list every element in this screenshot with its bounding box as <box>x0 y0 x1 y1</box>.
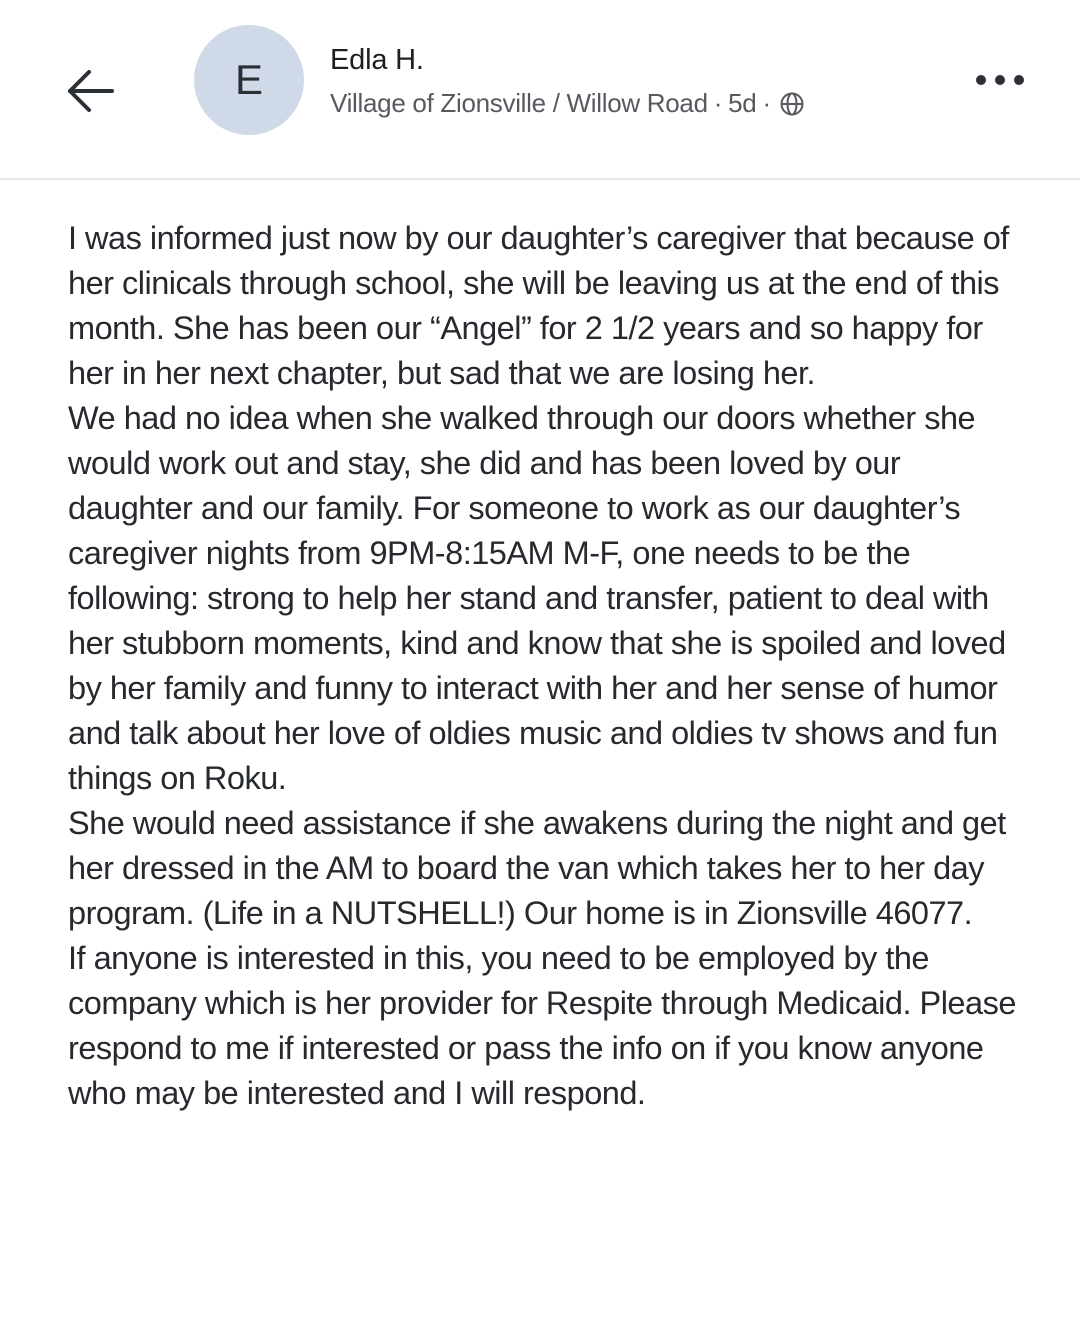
arrow-left-icon <box>62 62 120 120</box>
meta-separator: · <box>713 88 723 118</box>
meta-separator: · <box>762 88 771 118</box>
back-button[interactable] <box>62 62 120 120</box>
avatar-initial: E <box>234 56 263 103</box>
post-body <box>68 216 1028 1116</box>
post-age: 5d <box>728 88 757 118</box>
post-header <box>0 0 1080 180</box>
post-meta <box>330 88 805 119</box>
post-paragraph: If anyone is interested in this, you need to be employed by the company which is her provider for Respite through Medicaid. Please respond to me if interested or pass the info on if you know anyone who may be interested and I will respond. <box>68 940 1016 1111</box>
post-paragraph: She would need assistance if she awakens during the night and get her dressed in the AM to board the van which takes her to her day program. (Life in a NUTSHELL!) Our home is in Zionsville 46077. <box>68 805 1006 931</box>
post-paragraph: We had no idea when she walked through our doors whether she would work out and stay, she did and has been loved by our daughter and our family. For someone to work as our daughter’s caregiver nights from 9PM-8:15AM M-F, one needs to be the following: strong to help her stand and transfer, patient to deal with her stubborn moments, kind and know that she is spoiled and loved by her family and funny to interact with her and her sense of humor and talk about her love of oldies music and oldies tv shows and fun things on Roku. <box>68 400 1006 796</box>
author-location[interactable]: Village of Zionsville / Willow Road <box>330 88 708 118</box>
avatar[interactable] <box>194 25 304 135</box>
post-paragraph: I was informed just now by our daughter’s caregiver that because of her clinicals through school, she will be leaving us at the end of this month. She has been our “Angel” for 2 1/2 years and so happy for her in her next chapter, but sad that we are losing her. <box>68 220 1009 391</box>
author-name[interactable]: Edla H. <box>330 44 424 76</box>
more-horizontal-icon <box>972 66 1028 94</box>
more-options-button[interactable] <box>972 66 1028 94</box>
globe-icon <box>779 91 805 117</box>
